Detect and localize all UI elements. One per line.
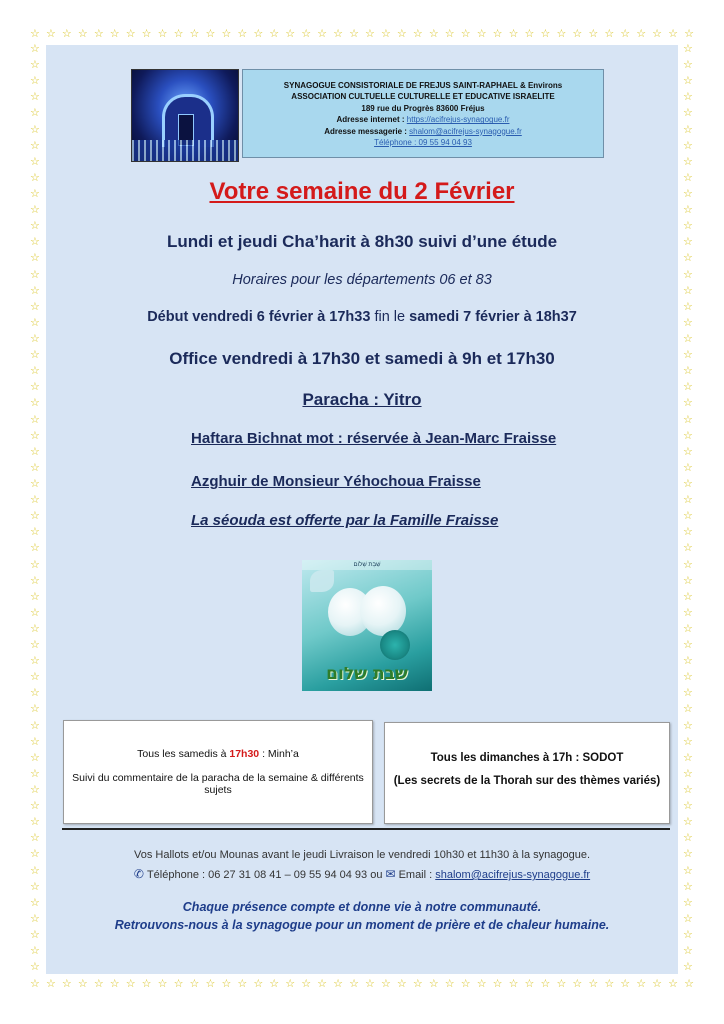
office-line: Office vendredi à 17h30 et samedi à 9h et 17h30 (169, 349, 555, 368)
header-line3: 189 rue du Progrès 83600 Fréjus (361, 103, 485, 113)
star-icon: ☆ (30, 832, 40, 845)
star-icon: ☆ (588, 28, 599, 40)
star-icon: ☆ (683, 461, 693, 474)
star-icon: ☆ (30, 751, 40, 764)
star-icon: ☆ (269, 28, 280, 40)
page-title: Votre semaine du 2 Février (209, 178, 515, 205)
mail-label: Adresse messagerie : (324, 126, 410, 136)
header-line1: SYNAGOGUE CONSISTORIALE DE FREJUS SAINT-RAPHAEL & Environs (283, 81, 563, 90)
star-icon: ☆ (683, 155, 693, 168)
star-icon: ☆ (444, 978, 455, 990)
star-icon: ☆ (683, 719, 693, 732)
star-icon: ☆ (683, 43, 693, 55)
star-icon: ☆ (683, 655, 693, 668)
star-icon: ☆ (604, 28, 615, 40)
star-icon: ☆ (683, 929, 693, 942)
star-icon: ☆ (30, 494, 40, 507)
star-icon: ☆ (683, 526, 693, 539)
footer-email-label: Email : (398, 869, 436, 881)
star-icon: ☆ (683, 832, 693, 845)
header-line2: ASSOCIATION CULTUELLE CULTURELLE ET EDUCATIVE ISRAELITE (291, 92, 555, 102)
phone-icon: ✆ (133, 867, 144, 881)
star-icon: ☆ (30, 397, 40, 410)
star-icon: ☆ (683, 784, 693, 797)
star-icon: ☆ (125, 978, 136, 990)
star-icon: ☆ (683, 880, 693, 893)
header-phone (243, 137, 603, 148)
star-icon: ☆ (683, 510, 693, 523)
star-icon: ☆ (556, 28, 567, 40)
star-icon: ☆ (77, 978, 88, 990)
star-icon: ☆ (30, 912, 40, 925)
header-internet (243, 114, 603, 125)
star-icon: ☆ (683, 671, 693, 684)
star-icon: ☆ (508, 28, 519, 40)
star-icon: ☆ (380, 28, 391, 40)
star-icon: ☆ (30, 171, 40, 184)
star-icon: ☆ (683, 864, 693, 877)
star-icon: ☆ (683, 816, 693, 829)
star-icon: ☆ (683, 590, 693, 603)
star-icon: ☆ (30, 349, 40, 362)
star-icon: ☆ (30, 558, 40, 571)
star-icon: ☆ (30, 236, 40, 249)
shabbat-shalom-text: שבת שלום (326, 664, 408, 684)
star-icon: ☆ (30, 703, 40, 716)
star-icon: ☆ (30, 655, 40, 668)
star-icon: ☆ (683, 171, 693, 184)
star-icon: ☆ (30, 300, 40, 313)
star-icon: ☆ (93, 28, 104, 40)
star-icon: ☆ (125, 28, 136, 40)
star-icon: ☆ (93, 978, 104, 990)
footer-message1: Chaque présence compte et donne vie à notre communauté. (182, 900, 542, 914)
star-icon: ☆ (30, 929, 40, 942)
star-icon: ☆ (683, 268, 693, 281)
debut-mid: fin le (370, 309, 410, 325)
footer-hallots: Vos Hallots et/ou Mounas avant le jeudi Livraison le vendredi 10h30 et 11h30 à la synagogue. (134, 849, 590, 861)
star-icon: ☆ (683, 687, 693, 700)
star-icon: ☆ (683, 945, 693, 958)
star-icon: ☆ (30, 526, 40, 539)
star-icon: ☆ (30, 719, 40, 732)
star-icon: ☆ (30, 75, 40, 88)
star-icon: ☆ (30, 252, 40, 265)
star-icon: ☆ (428, 28, 439, 40)
star-icon: ☆ (683, 139, 693, 152)
star-icon: ☆ (683, 606, 693, 619)
star-icon: ☆ (30, 268, 40, 281)
star-icon: ☆ (683, 767, 693, 780)
star-icon: ☆ (683, 622, 693, 635)
star-icon: ☆ (683, 477, 693, 490)
mail-icon: ✉ (385, 867, 396, 881)
star-icon: ☆ (380, 978, 391, 990)
star-icon: ☆ (683, 558, 693, 571)
star-icon: ☆ (683, 494, 693, 507)
star-icon: ☆ (77, 28, 88, 40)
minha-row1 (64, 748, 372, 760)
star-icon: ☆ (476, 978, 487, 990)
star-icon: ☆ (333, 28, 343, 40)
star-icon: ☆ (30, 381, 40, 394)
star-icon: ☆ (30, 864, 40, 877)
star-icon: ☆ (30, 639, 40, 652)
star-icon: ☆ (524, 978, 535, 990)
star-icon: ☆ (572, 978, 583, 990)
star-icon: ☆ (141, 28, 152, 40)
star-icon: ☆ (683, 735, 693, 748)
star-icon: ☆ (30, 767, 40, 780)
star-icon: ☆ (683, 912, 693, 925)
star-icon: ☆ (683, 848, 693, 861)
star-icon: ☆ (683, 187, 693, 200)
divider (62, 828, 670, 830)
star-icon: ☆ (412, 978, 423, 990)
debut-line (46, 309, 678, 325)
star-icon: ☆ (683, 316, 693, 329)
star-icon: ☆ (141, 978, 152, 990)
star-icon: ☆ (61, 978, 72, 990)
star-icon: ☆ (221, 978, 232, 990)
star-icon: ☆ (540, 978, 551, 990)
star-icon: ☆ (109, 978, 120, 990)
star-icon: ☆ (30, 735, 40, 748)
paracha-line: Paracha : Yitro (302, 390, 422, 409)
star-icon: ☆ (30, 220, 40, 233)
seouda-line: La séouda est offerte par la Famille Fraisse (191, 512, 499, 529)
star-icon: ☆ (269, 978, 280, 990)
star-icon: ☆ (492, 978, 503, 990)
star-icon: ☆ (237, 978, 248, 990)
star-icon: ☆ (30, 139, 40, 152)
sodot-box (384, 722, 670, 824)
star-icon: ☆ (30, 284, 40, 297)
star-icon: ☆ (683, 381, 693, 394)
star-icon: ☆ (683, 751, 693, 764)
star-icon: ☆ (30, 896, 40, 909)
haftara-line: Haftara Bichnat mot : réservée à Jean-Marc Fraisse (191, 430, 557, 447)
star-icon: ☆ (189, 28, 200, 40)
star-icon: ☆ (556, 978, 567, 990)
star-icon: ☆ (30, 880, 40, 893)
star-icon: ☆ (412, 28, 423, 40)
star-icon: ☆ (61, 28, 72, 40)
star-icon: ☆ (684, 978, 694, 990)
star-icon: ☆ (683, 220, 693, 233)
star-icon: ☆ (683, 332, 693, 345)
star-icon: ☆ (683, 574, 693, 587)
star-icon: ☆ (30, 461, 40, 474)
star-icon: ☆ (285, 978, 296, 990)
star-icon: ☆ (301, 28, 312, 40)
star-icon: ☆ (683, 75, 693, 88)
star-icon: ☆ (652, 28, 663, 40)
star-icon: ☆ (30, 123, 40, 136)
star-icon: ☆ (683, 639, 693, 652)
star-icon: ☆ (30, 606, 40, 619)
star-icon: ☆ (253, 28, 264, 40)
star-icon: ☆ (189, 978, 200, 990)
star-icon: ☆ (30, 784, 40, 797)
star-icon: ☆ (349, 28, 359, 40)
star-icon: ☆ (173, 28, 184, 40)
star-icon: ☆ (30, 574, 40, 587)
star-icon: ☆ (683, 429, 693, 442)
star-icon: ☆ (683, 397, 693, 410)
footer-contact (46, 867, 678, 881)
star-icon: ☆ (683, 542, 693, 555)
star-icon: ☆ (30, 961, 40, 974)
star-icon: ☆ (30, 542, 40, 555)
star-border-right (683, 44, 693, 974)
star-icon: ☆ (683, 91, 693, 104)
star-icon: ☆ (253, 978, 264, 990)
star-icon: ☆ (157, 978, 168, 990)
footer-phone: Téléphone : 06 27 31 08 41 – 09 55 94 04 93 ou (146, 869, 386, 881)
star-icon: ☆ (30, 43, 40, 55)
star-icon: ☆ (30, 107, 40, 120)
star-icon: ☆ (30, 671, 40, 684)
star-icon: ☆ (683, 123, 693, 136)
star-icon: ☆ (683, 365, 693, 378)
star-icon: ☆ (604, 978, 615, 990)
star-icon: ☆ (683, 252, 693, 265)
star-icon: ☆ (30, 429, 40, 442)
star-icon: ☆ (30, 91, 40, 104)
heart-icon (360, 586, 406, 636)
horaires-line: Horaires pour les départements 06 et 83 (232, 272, 492, 288)
rose-icon (380, 630, 410, 660)
minha-time: 17h30 (229, 748, 260, 760)
star-icon: ☆ (683, 800, 693, 813)
star-icon: ☆ (460, 28, 471, 40)
star-icon: ☆ (620, 28, 631, 40)
star-icon: ☆ (301, 978, 312, 990)
star-icon: ☆ (492, 28, 503, 40)
minha-text-b: : Minh’a (259, 748, 299, 760)
star-icon: ☆ (620, 978, 631, 990)
star-icon: ☆ (683, 236, 693, 249)
star-icon: ☆ (109, 28, 120, 40)
star-icon: ☆ (30, 204, 40, 217)
star-icon: ☆ (683, 204, 693, 217)
star-icon: ☆ (365, 28, 375, 40)
star-icon: ☆ (524, 28, 535, 40)
star-icon: ☆ (365, 978, 375, 990)
star-icon: ☆ (683, 703, 693, 716)
star-icon: ☆ (668, 28, 678, 40)
star-icon: ☆ (30, 590, 40, 603)
star-icon: ☆ (444, 28, 455, 40)
star-icon: ☆ (205, 978, 216, 990)
star-icon: ☆ (636, 28, 647, 40)
star-icon: ☆ (508, 978, 519, 990)
star-icon: ☆ (157, 28, 168, 40)
star-icon: ☆ (317, 28, 328, 40)
star-icon: ☆ (30, 316, 40, 329)
star-icon: ☆ (30, 155, 40, 168)
star-icon: ☆ (588, 978, 599, 990)
star-icon: ☆ (30, 413, 40, 426)
star-icon: ☆ (636, 978, 647, 990)
star-icon: ☆ (317, 978, 328, 990)
star-icon: ☆ (396, 28, 407, 40)
star-icon: ☆ (173, 978, 184, 990)
star-icon: ☆ (30, 365, 40, 378)
lights-strip (132, 140, 238, 161)
star-icon: ☆ (476, 28, 487, 40)
star-icon: ☆ (30, 945, 40, 958)
star-icon: ☆ (683, 896, 693, 909)
debut-start: Début vendredi 6 février à 17h33 (147, 309, 371, 325)
star-border-bottom (30, 979, 694, 990)
butterfly-icon (310, 570, 334, 592)
star-icon: ☆ (30, 187, 40, 200)
footer-message2: Retrouvons-nous à la synagogue pour un moment de prière et de chaleur humaine. (114, 918, 610, 932)
weekday-line: Lundi et jeudi Cha’harit à 8h30 suivi d’une étude (166, 232, 558, 251)
star-icon: ☆ (652, 978, 663, 990)
star-icon: ☆ (683, 349, 693, 362)
star-icon: ☆ (396, 978, 407, 990)
star-icon: ☆ (30, 510, 40, 523)
minha-text-a: Tous les samedis à (137, 748, 230, 760)
internet-link[interactable]: https://acifrejus-synagogue.fr (406, 115, 510, 125)
star-icon: ☆ (30, 445, 40, 458)
star-icon: ☆ (30, 332, 40, 345)
star-icon: ☆ (540, 28, 551, 40)
header-mail (243, 126, 603, 137)
star-icon: ☆ (668, 978, 678, 990)
star-icon: ☆ (205, 28, 216, 40)
star-icon: ☆ (683, 59, 693, 72)
star-icon: ☆ (30, 622, 40, 635)
star-icon: ☆ (684, 28, 694, 40)
star-icon: ☆ (285, 28, 296, 40)
star-icon: ☆ (683, 107, 693, 120)
internet-label: Adresse internet : (336, 115, 407, 125)
star-icon: ☆ (237, 28, 248, 40)
star-icon: ☆ (30, 477, 40, 490)
star-icon: ☆ (30, 848, 40, 861)
star-icon: ☆ (45, 28, 56, 40)
azghuir-line: Azghuir de Monsieur Yéhochoua Fraisse (191, 473, 481, 490)
mail-link[interactable]: shalom@acifrejus-synagogue.fr (409, 126, 522, 136)
star-border-left (30, 44, 40, 974)
star-icon: ☆ (45, 978, 56, 990)
star-icon: ☆ (30, 687, 40, 700)
star-icon: ☆ (30, 978, 40, 990)
debut-end: samedi 7 février à 18h37 (409, 309, 577, 325)
sodot-row1: Tous les dimanches à 17h : SODOT (430, 752, 624, 764)
star-icon: ☆ (30, 816, 40, 829)
star-icon: ☆ (30, 59, 40, 72)
minha-box (63, 720, 373, 824)
star-icon: ☆ (221, 28, 232, 40)
star-icon: ☆ (683, 445, 693, 458)
image-top-text: שַׁבָּת שָׁלוֹם (302, 560, 432, 570)
star-icon: ☆ (572, 28, 583, 40)
star-icon: ☆ (30, 800, 40, 813)
star-icon: ☆ (428, 978, 439, 990)
sodot-row2: (Les secrets de la Thorah sur des thèmes variés) (393, 775, 661, 787)
star-icon: ☆ (683, 961, 693, 974)
star-icon: ☆ (683, 300, 693, 313)
star-icon: ☆ (683, 284, 693, 297)
star-icon: ☆ (30, 28, 40, 40)
header-info-box (242, 69, 604, 158)
star-icon: ☆ (349, 978, 359, 990)
star-border-top (30, 29, 694, 40)
star-icon: ☆ (683, 413, 693, 426)
synagogue-photo (131, 69, 239, 162)
star-icon: ☆ (333, 978, 343, 990)
star-icon: ☆ (460, 978, 471, 990)
minha-row2: Suivi du commentaire de la paracha de la semaine & différents sujets (72, 772, 364, 796)
phone-link[interactable]: Téléphone : 09 55 94 04 93 (374, 138, 472, 148)
footer-email-link[interactable]: shalom@acifrejus-synagogue.fr (435, 869, 591, 881)
shabbat-shalom-image (302, 560, 432, 691)
